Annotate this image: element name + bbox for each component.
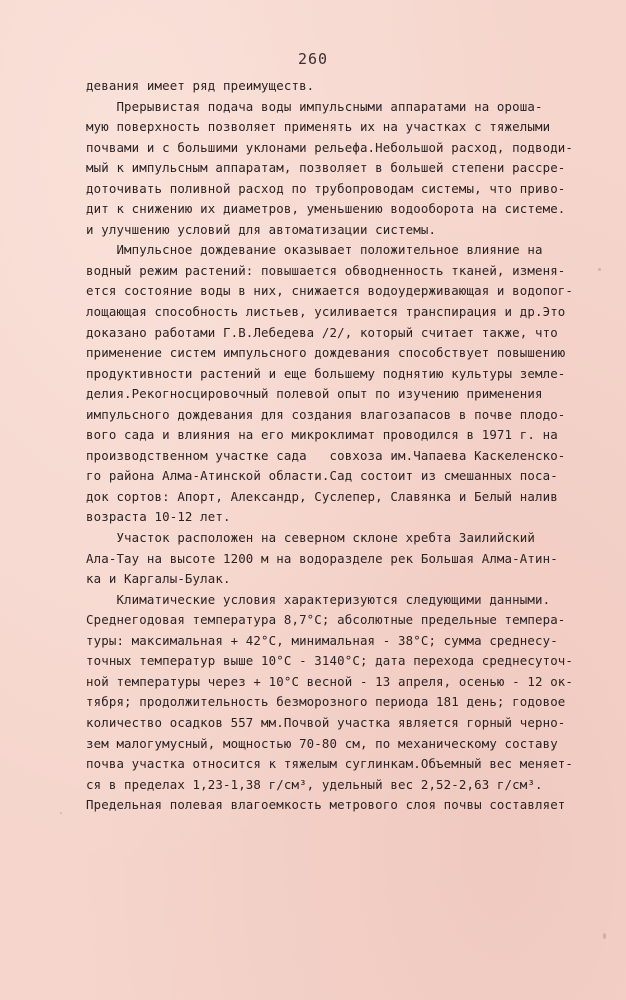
text-line: водный режим растений: повышается обводненность тканей, изменя- bbox=[86, 262, 566, 278]
text-line: Климатические условия характеризуются следующими данными. bbox=[86, 591, 551, 607]
text-line: количество осадков 557 мм.Почвой участка является горный черно- bbox=[86, 714, 566, 730]
text-line: производственном участке сада совхоза им.Чапаева Каскеленско- bbox=[86, 447, 566, 463]
paper-speck bbox=[60, 812, 62, 814]
text-line: Среднегодовая температура 8,7°С; абсолютные предельные темпера- bbox=[86, 612, 566, 628]
text-line: тября; продолжительность безморозного периода 181 день; годовое bbox=[86, 694, 566, 710]
text-line: Импульсное дождевание оказывает положительное влияние на bbox=[86, 242, 543, 258]
paper-speck bbox=[598, 268, 601, 271]
text-line: точных температур выше 10°С - 3140°С; дата перехода среднесуточ- bbox=[86, 653, 574, 669]
text-line: импульсного дождевания для создания влагозапасов в почве плодо- bbox=[86, 406, 566, 422]
text-line: мый к импульсным аппаратам, позволяет в большей степени рассре- bbox=[86, 160, 566, 176]
text-line: доточивать поливной расход по трубопроводам системы, что приво- bbox=[86, 180, 566, 196]
text-line: лощающая способность листьев, усиливается транспирация и др.Это bbox=[86, 304, 566, 320]
text-line: Предельная полевая влагоемкость метрового слоя почвы составляет bbox=[86, 797, 566, 813]
body-text bbox=[86, 76, 586, 816]
text-line: Участок расположен на северном склоне хребта Заилийский bbox=[86, 530, 535, 546]
text-line: го района Алма-Атинской области.Сад состоит из смешанных поса- bbox=[86, 468, 558, 484]
text-line: вого сада и влияния на его микроклимат проводился в 1971 г. на bbox=[86, 427, 558, 443]
text-line: мую поверхность позволяет применять их на участках с тяжелыми bbox=[86, 119, 551, 135]
paper-speck bbox=[603, 933, 606, 939]
text-line: ется состояние воды в них, снижается водоудерживающая и водопог- bbox=[86, 283, 574, 299]
text-line: доказано работами Г.В.Лебедева /2/, который считает также, что bbox=[86, 324, 558, 340]
text-line: ся в пределах 1,23-1,38 г/см³, удельный вес 2,52-2,63 г/см³. bbox=[86, 776, 543, 792]
text-line: ной температуры через + 10°С весной - 13 апреля, осенью - 12 ок- bbox=[86, 673, 574, 689]
text-line: Ала-Тау на высоте 1200 м на водоразделе рек Большая Алма-Атин- bbox=[86, 550, 558, 566]
text-line: продуктивности растений и еще большему поднятию культуры земле- bbox=[86, 365, 566, 381]
page-number: 260 bbox=[297, 50, 329, 68]
text-line: зем малогумусный, мощностью 70-80 см, по механическому составу bbox=[86, 735, 558, 751]
text-line: почвами и с большими уклонами рельефа.Небольшой расход, подводи- bbox=[86, 139, 574, 155]
text-line: делия.Рекогносцировочный полевой опыт по изучению применения bbox=[86, 386, 543, 402]
text-line: почва участка относится к тяжелым суглинкам.Объемный вес меняет- bbox=[86, 756, 574, 772]
text-line: дит к снижению их диаметров, уменьшению водооборота на системе. bbox=[86, 201, 566, 217]
text-line: ка и Каргалы-Булак. bbox=[86, 571, 231, 587]
text-line: и улучшению условий для автоматизации системы. bbox=[86, 221, 437, 237]
text-line: туры: максимальная + 42°С, минимальная - 38°С; сумма среднесу- bbox=[86, 632, 558, 648]
text-line: док сортов: Апорт, Александр, Суслепер, Славянка и Белый налив bbox=[86, 488, 558, 504]
text-line: применение систем импульсного дождевания способствует повышению bbox=[86, 345, 566, 361]
text-line: Прерывистая подача воды импульсными аппаратами на ороша- bbox=[86, 98, 543, 114]
text-line: возраста 10-12 лет. bbox=[86, 509, 231, 525]
text-line: девания имеет ряд преимуществ. bbox=[86, 78, 315, 93]
